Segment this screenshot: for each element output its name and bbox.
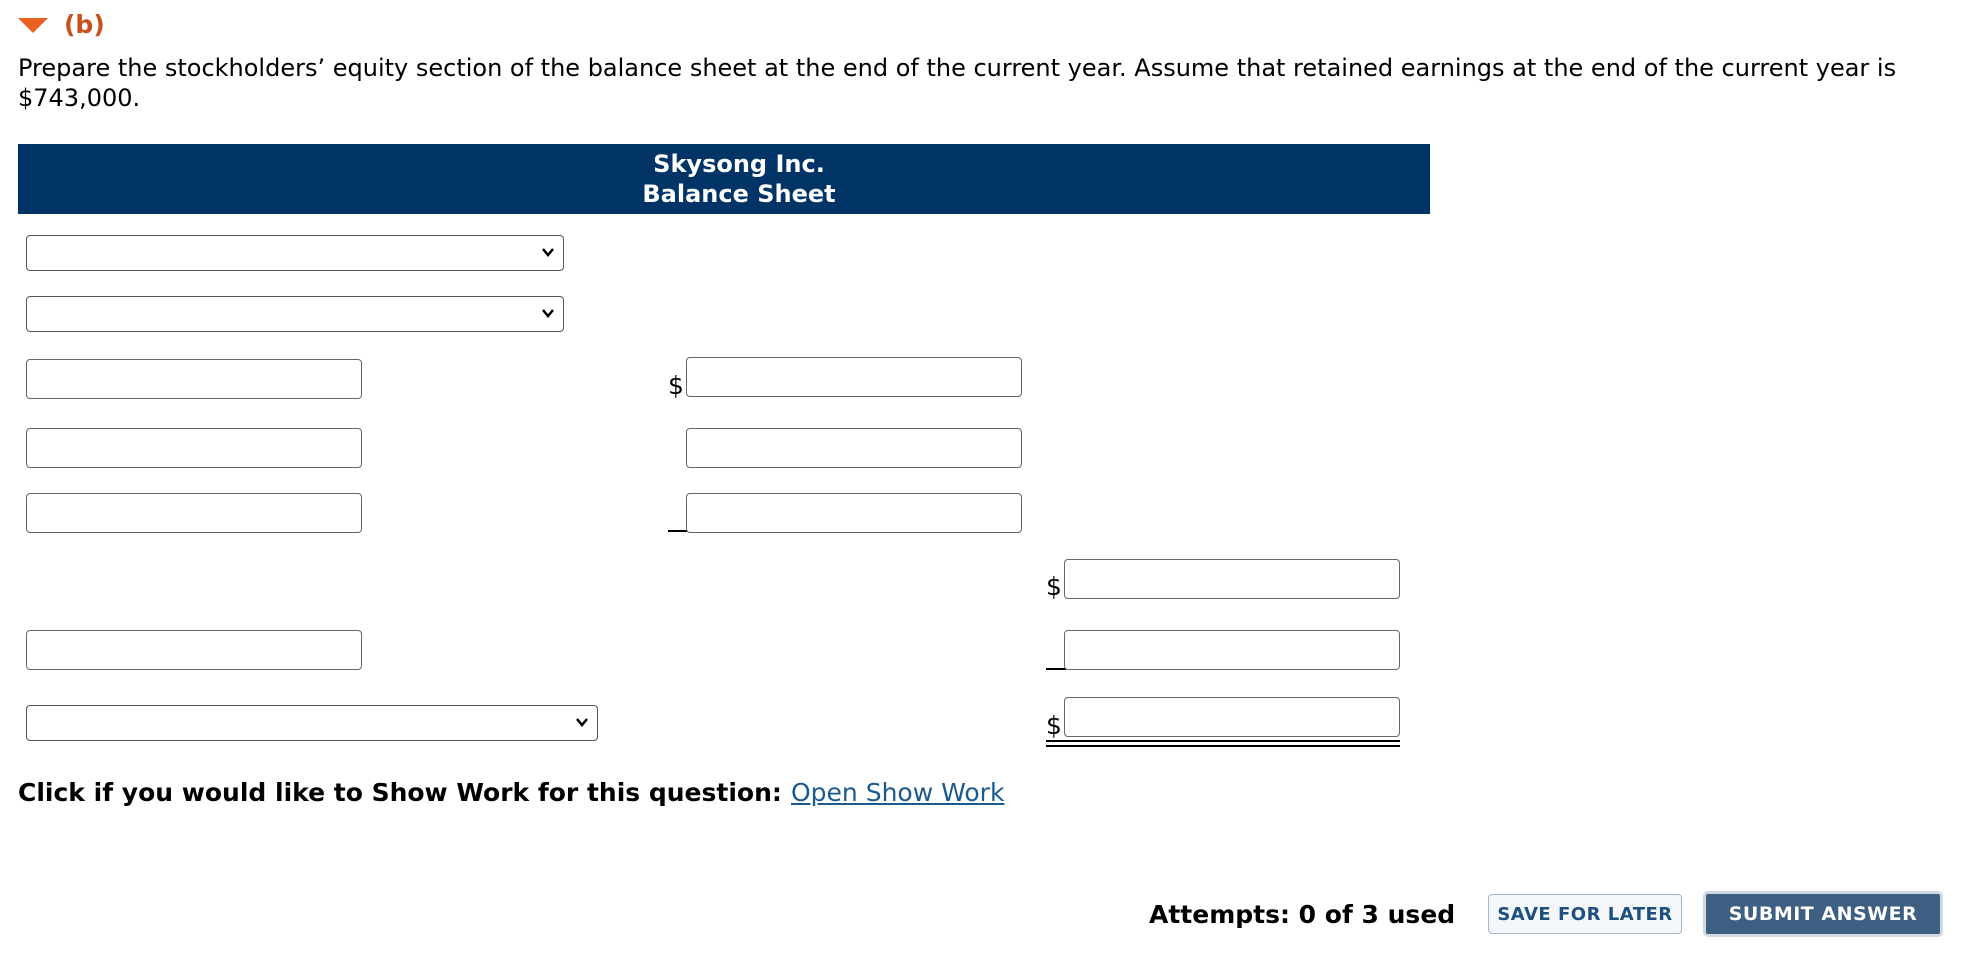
question-text: Prepare the stockholders’ equity section of the balance sheet at the end of the current year. Assume that retained earnings at the end of the current year is $743,000. xyxy=(18,54,1897,112)
attempts-counter: Attempts: 0 of 3 used xyxy=(1149,900,1456,929)
chevron-down-icon xyxy=(575,715,589,729)
company-name: Skysong Inc. xyxy=(653,150,825,178)
amount-input-col1-1[interactable] xyxy=(686,357,1022,397)
double-underline xyxy=(1046,740,1400,747)
statement-header xyxy=(18,144,1430,214)
total-label-dropdown[interactable] xyxy=(26,705,598,741)
save-for-later-button[interactable]: SAVE FOR LATER xyxy=(1488,894,1682,934)
underline-marker xyxy=(1046,668,1066,670)
submit-answer-button[interactable]: SUBMIT ANSWER xyxy=(1703,891,1943,937)
amount-input-col1-2[interactable] xyxy=(686,428,1022,468)
dollar-sign: $ xyxy=(1046,711,1062,740)
dollar-sign: $ xyxy=(668,371,684,400)
dollar-sign: $ xyxy=(1046,572,1062,601)
heading-dropdown-2[interactable] xyxy=(26,296,564,332)
amount-input-col2-2[interactable] xyxy=(1064,630,1400,670)
amount-input-col2-total[interactable] xyxy=(1064,697,1400,737)
open-show-work-link[interactable]: Open Show Work xyxy=(791,778,1005,807)
chevron-down-icon xyxy=(541,245,555,259)
label-input-1[interactable] xyxy=(26,359,362,399)
label-input-4[interactable] xyxy=(26,630,362,670)
statement-title: Balance Sheet xyxy=(642,180,836,208)
part-header[interactable] xyxy=(18,10,105,39)
chevron-down-icon xyxy=(541,306,555,320)
collapse-triangle-icon[interactable] xyxy=(18,18,48,33)
amount-input-col1-3[interactable] xyxy=(686,493,1022,533)
amount-input-col2-1[interactable] xyxy=(1064,559,1400,599)
part-label: (b) xyxy=(64,10,105,39)
label-input-2[interactable] xyxy=(26,428,362,468)
heading-dropdown-1[interactable] xyxy=(26,235,564,271)
label-input-3[interactable] xyxy=(26,493,362,533)
show-work-prompt: Click if you would like to Show Work for this question: xyxy=(18,778,782,807)
underline-marker xyxy=(668,530,688,532)
